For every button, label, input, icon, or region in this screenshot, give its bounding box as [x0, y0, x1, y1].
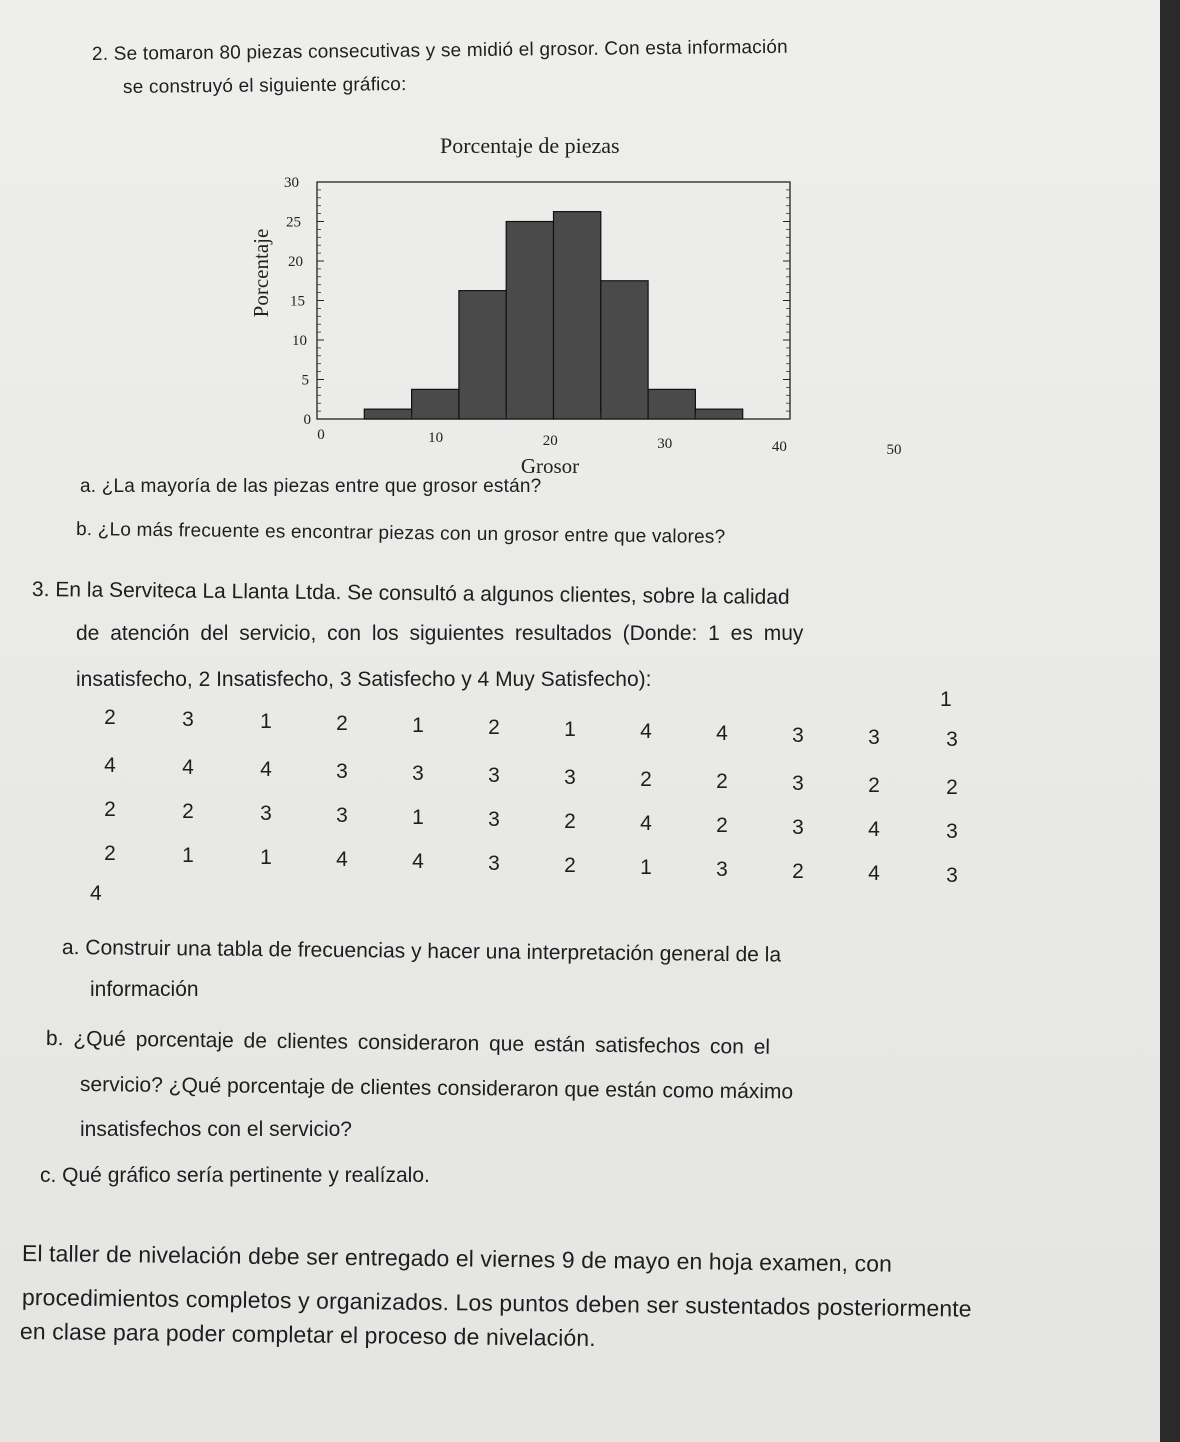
survey-value: 3	[946, 728, 958, 751]
survey-value: 1	[412, 714, 424, 737]
q2-line-2: se construyó el siguiente gráfico:	[122, 74, 407, 98]
survey-value: 3	[792, 724, 804, 747]
survey-value: 2	[564, 854, 576, 877]
survey-value: 3	[946, 820, 958, 843]
survey-value: 1	[260, 846, 272, 869]
y-tick-label: 5	[301, 372, 309, 389]
histogram-bar	[364, 409, 411, 419]
survey-value: 3	[868, 726, 880, 749]
y-axis-label: Porcentaje	[249, 228, 273, 318]
survey-value: 3	[564, 766, 576, 789]
survey-value: 4	[104, 754, 116, 777]
histogram-bar	[412, 389, 459, 419]
q2-sub-a: a. ¿La mayoría de las piezas entre que grosor están?	[80, 476, 542, 497]
x-tick-label: 0	[317, 427, 325, 443]
closing-line-2: procedimientos completos y organizados. Los puntos deben ser sustentados posteriormente	[21, 1284, 972, 1322]
survey-value: 2	[716, 814, 728, 837]
q3-line-3: insatisfecho, 2 Insatisfecho, 3 Satisfecho y 4 Muy Satisfecho):	[76, 668, 652, 691]
survey-value: 2	[104, 706, 116, 729]
chart-title: Porcentaje de piezas	[440, 133, 620, 158]
survey-value: 2	[716, 770, 728, 793]
survey-value: 1	[182, 844, 194, 867]
survey-value: 1	[260, 710, 272, 733]
survey-value: 2	[104, 798, 116, 821]
y-tick-label: 20	[288, 254, 303, 270]
survey-value: 2	[336, 712, 348, 735]
histogram-bar	[601, 281, 648, 419]
y-tick-label: 15	[290, 293, 305, 310]
histogram-bar	[695, 409, 742, 419]
survey-value: 2	[640, 768, 652, 791]
x-tick-label: 10	[428, 430, 444, 446]
survey-value: 2	[104, 842, 116, 865]
x-tick-label: 40	[771, 439, 787, 455]
survey-value: 1	[412, 806, 424, 829]
survey-value: 4	[868, 862, 880, 885]
survey-value: 3	[792, 816, 804, 839]
survey-value: 4	[336, 848, 348, 871]
histogram-bar	[506, 222, 553, 420]
x-tick-label: 30	[657, 436, 673, 452]
q3-extra-value-right: 1	[940, 688, 952, 711]
survey-value: 3	[488, 808, 500, 831]
y-tick-label: 10	[292, 333, 307, 349]
survey-value: 3	[946, 864, 958, 887]
histogram-bar	[459, 291, 506, 419]
q3-sub-b-line-1: b. ¿Qué porcentaje de clientes consideraron que están satisfechos con el	[45, 1027, 771, 1059]
x-tick-label: 50	[886, 442, 902, 458]
survey-value: 4	[182, 756, 194, 779]
closing-line-1: El taller de nivelación debe ser entregado el viernes 9 de mayo en hoja examen, con	[21, 1240, 893, 1277]
survey-value: 4	[412, 850, 424, 873]
survey-value: 3	[182, 708, 194, 731]
histogram-bar	[554, 212, 601, 419]
survey-value: 2	[182, 800, 194, 823]
q3-sub-b-line-3: insatisfechos con el servicio?	[80, 1118, 352, 1141]
q2-sub-b: b. ¿Lo más frecuente es encontrar piezas con un grosor entre que valores?	[75, 519, 726, 548]
survey-value: 4	[716, 722, 728, 745]
survey-value: 3	[412, 762, 424, 785]
survey-value: 2	[488, 716, 500, 739]
closing-line-3: en clase para poder completar el proceso de nivelación.	[19, 1318, 596, 1352]
histogram-bar	[648, 389, 695, 419]
survey-value: 3	[336, 804, 348, 827]
survey-value: 4	[868, 818, 880, 841]
q3-sub-c: c. Qué gráfico sería pertinente y realízalo.	[40, 1164, 430, 1187]
survey-value: 1	[564, 718, 576, 741]
survey-value: 4	[640, 720, 652, 743]
y-tick-label: 30	[284, 175, 299, 191]
y-tick-label: 0	[303, 412, 311, 428]
survey-value: 3	[488, 764, 500, 787]
survey-value: 3	[792, 772, 804, 795]
page-edge-shadow	[1160, 0, 1180, 1442]
survey-value: 3	[260, 802, 272, 825]
y-tick-label: 25	[286, 214, 301, 231]
survey-value: 4	[640, 812, 652, 835]
histogram-chart	[225, 165, 902, 485]
survey-value: 2	[564, 810, 576, 833]
survey-value: 1	[640, 856, 652, 879]
survey-value: 3	[716, 858, 728, 881]
q3-sub-a-line-1: a. Construir una tabla de frecuencias y hacer una interpretación general de la	[61, 936, 782, 967]
histogram-bars	[364, 212, 742, 419]
q3-line-2: de atención del servicio, con los siguientes resultados (Donde: 1 es muy	[76, 622, 804, 645]
q3-extra-value-bottom: 4	[90, 882, 102, 905]
survey-value: 2	[946, 776, 958, 799]
q3-sub-b-line-2: servicio? ¿Qué porcentaje de clientes consideraron que están como máximo	[79, 1073, 794, 1104]
x-tick-label: 20	[542, 433, 558, 449]
survey-value: 3	[488, 852, 500, 875]
x-axis-label: Grosor	[520, 454, 580, 478]
survey-value: 2	[792, 860, 804, 883]
survey-value: 3	[336, 760, 348, 783]
q2-line-1: 2. Se tomaron 80 piezas consecutivas y se midió el grosor. Con esta información	[91, 36, 788, 65]
survey-value: 4	[260, 758, 272, 781]
survey-value: 2	[868, 774, 880, 797]
q3-sub-a-line-2: información	[90, 978, 199, 1001]
q3-line-1: 3. En la Serviteca La Llanta Ltda. Se consultó a algunos clientes, sobre la calidad	[31, 578, 790, 609]
